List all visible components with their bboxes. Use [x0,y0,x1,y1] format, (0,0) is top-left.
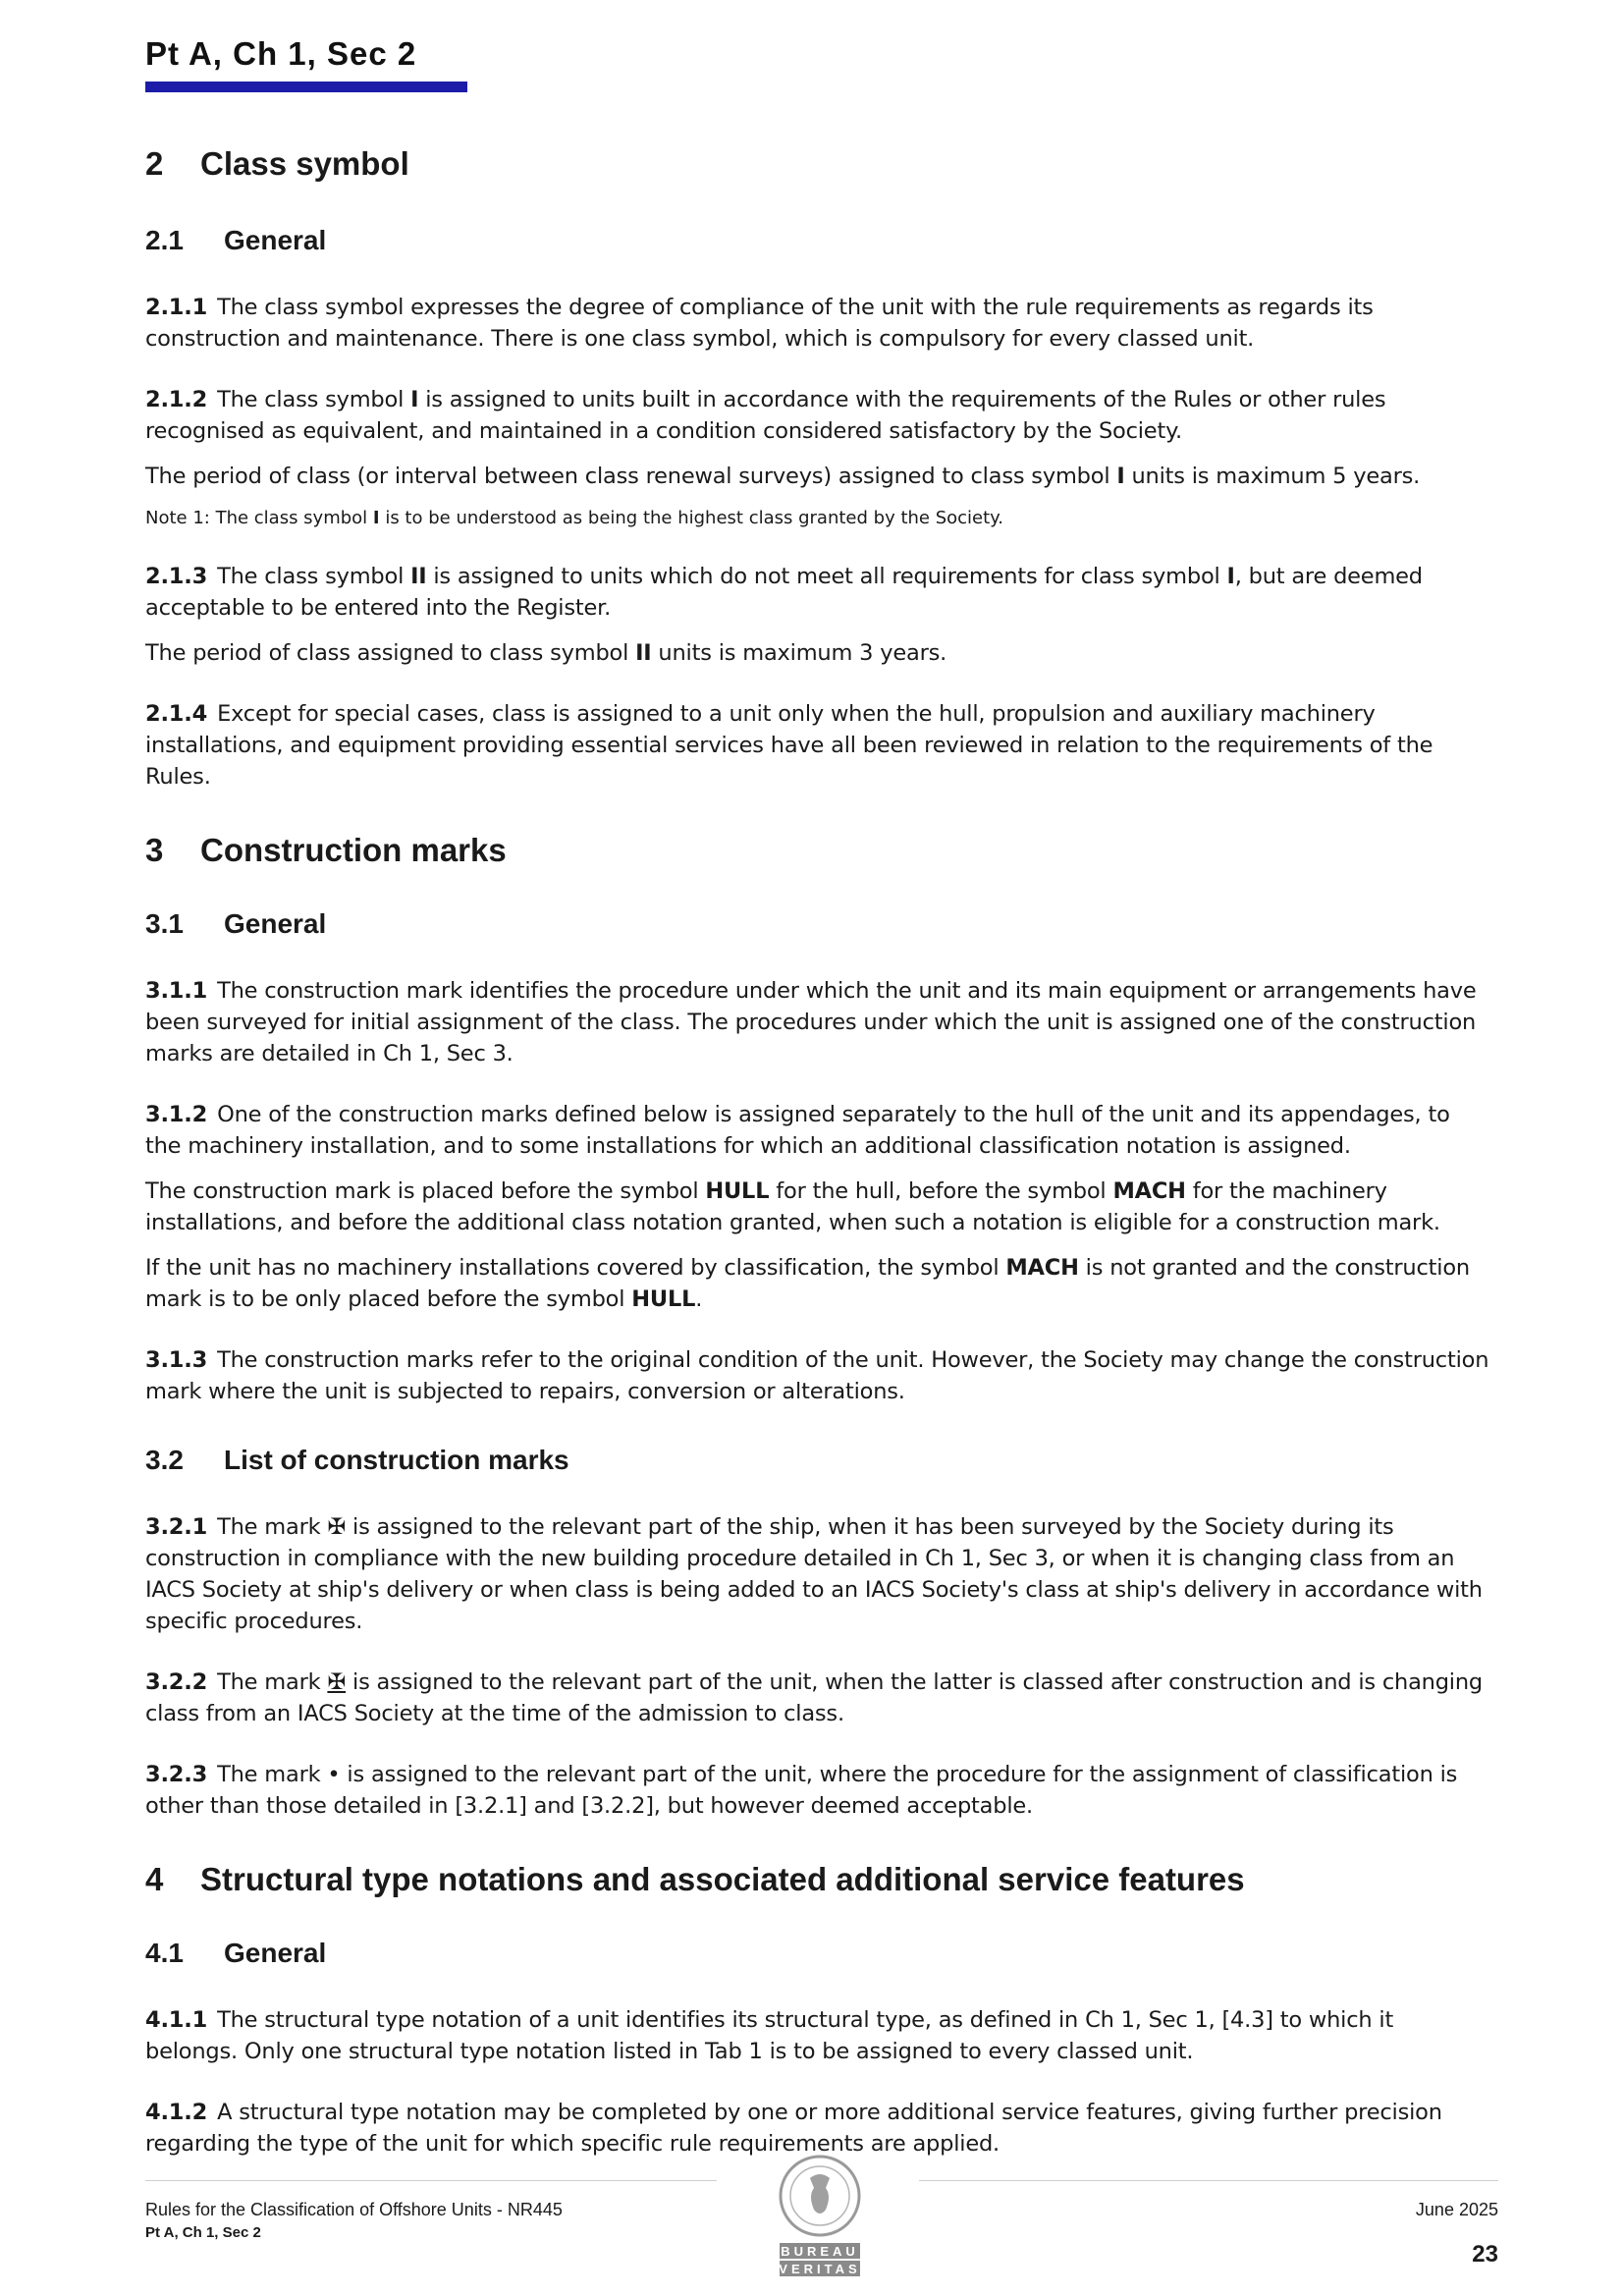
paragraph-4-1-1 [145,2004,1490,2067]
paragraph-text: The class symbol [217,387,411,412]
paragraph-number: 3.2.1 [145,1514,208,1540]
section-title: Structural type notations and associated additional service features [200,1861,1245,1897]
paragraph-2-1-1 [145,292,1490,355]
paragraph-number: 2.1.2 [145,387,208,412]
paragraph-text: The period of class (or interval between class renewal surveys) assigned to class symbol [145,464,1117,489]
paragraph-number: 2.1.4 [145,701,208,727]
logo-word-top: BUREAU [781,2244,859,2259]
section-title: Class symbol [200,145,409,182]
paragraph-text: The mark [217,1762,328,1787]
footer-rule-right [919,2180,1498,2181]
section-number: 3 [145,832,164,868]
subsection-number: 3.1 [145,908,184,939]
class-symbol: I [1226,564,1235,589]
paragraph-3-1-2-no-machinery [145,1252,1490,1315]
paragraph-number: 3.1.2 [145,1102,208,1127]
subsection-heading-2-1 [145,225,1490,256]
paragraph-text: units is maximum 3 years. [651,640,947,666]
subsection-number: 2.1 [145,225,184,255]
logo-word-bottom: VERITAS [779,2262,861,2276]
section-number: 2 [145,145,164,182]
subsection-heading-3-2 [145,1445,1490,1476]
paragraph-3-2-3 [145,1759,1490,1822]
note-text: Note 1: The class symbol [145,508,373,528]
paragraph-text: A structural type notation may be completed by one or more additional service features, giving further precision regarding the type of the unit for which specific rule requirements are applied. [145,2100,1442,2157]
paragraph-text: , but are deemed acceptable to be entered into the Register. [145,564,1423,621]
paragraph-text: The class symbol [217,564,411,589]
paragraph-text: is assigned to the relevant part of the unit, where the procedure for the assignment of classification is other than those detailed in [3.2.1] and [3.2.2], but however deemed acceptable. [145,1762,1458,1819]
section-heading-2 [145,145,1490,183]
class-symbol: I [372,508,380,528]
paragraph-2-1-2-period [145,461,1490,492]
subsection-heading-4-1 [145,1938,1490,1969]
paragraph-2-1-2 [145,384,1490,447]
maltese-cross-mark: ✠ [327,1514,347,1540]
paragraph-text: The mark [217,1669,328,1695]
footer-date: June 2025 [1415,2200,1498,2219]
paragraph-text: is not granted and the construction mark is to be only placed before the symbol [145,1255,1470,1312]
paragraph-text: The mark [217,1514,328,1540]
header-title: Pt A, Ch 1, Sec 2 [145,35,417,72]
subsection-number: 3.2 [145,1445,184,1475]
paragraph-number: 2.1.3 [145,564,208,589]
paragraph-text: . [695,1286,703,1312]
paragraph-text: The construction marks refer to the original condition of the unit. However, the Society may change the construction mark where the unit is subjected to repairs, conversion or alterations. [145,1347,1489,1404]
paragraph-text: for the hull, before the symbol [769,1178,1113,1204]
page-number: 23 [1472,2241,1498,2268]
paragraph-text: If the unit has no machinery installations covered by classification, the symbol [145,1255,1006,1281]
paragraph-3-1-2 [145,1099,1490,1162]
paragraph-3-1-2-placement [145,1175,1490,1238]
symbol-mach: MACH [1005,1255,1079,1281]
class-symbol: I [410,387,419,412]
paragraph-text: One of the construction marks defined below is assigned separately to the hull of the unit and its appendages, to the machinery installation, and to some installations for which an additional classification notation is assigned. [145,1102,1450,1159]
paragraph-text: is assigned to the relevant part of the unit, when the latter is classed after construction and is changing class from an IACS Society at the time of the admission to class. [145,1669,1483,1726]
paragraph-text: is assigned to units built in accordance with the requirements of the Rules or other rules recognised as equivalent, and maintained in a condition considered satisfactory by the Society. [145,387,1386,444]
class-symbol: II [410,564,427,589]
paragraph-3-2-1 [145,1511,1490,1637]
paragraph-text: The construction mark is placed before the symbol [145,1178,706,1204]
paragraph-number: 3.2.2 [145,1669,208,1695]
paragraph-3-2-2 [145,1667,1490,1729]
paragraph-text: The construction mark identifies the procedure under which the unit and its main equipment or arrangements have been surveyed for initial assignment of the class. The procedures under which the unit is assigned one of the construction marks are detailed in Ch 1, Sec 3. [145,978,1477,1066]
note-text: is to be understood as being the highest class granted by the Society. [379,508,1003,528]
paragraph-text: units is maximum 5 years. [1124,464,1421,489]
section-heading-3 [145,832,1490,869]
paragraph-text: is assigned to the relevant part of the ship, when it has been surveyed by the Society during its construction in compliance with the new building procedure detailed in Ch 1, Sec 3, or when it is changing class from an IACS Society at ship's delivery or when class is being added to an IACS Society's class at ship's delivery in accordance with specific procedures. [145,1514,1483,1634]
footer-section: Pt A, Ch 1, Sec 2 [145,2224,261,2241]
paragraph-number: 4.1.2 [145,2100,208,2125]
symbol-hull: HULL [705,1178,770,1204]
paragraph-number: 3.2.3 [145,1762,208,1787]
paragraph-number: 3.1.1 [145,978,208,1004]
footer-left [145,2200,563,2241]
page-body [145,145,1490,2159]
logo-figure-icon [810,2174,830,2214]
note-1 [145,506,1490,531]
paragraph-text: Except for special cases, class is assigned to a unit only when the hull, propulsion and auxiliary machinery installations, and equipment providing essential services have all been reviewed in relation to the requirements of the Rules. [145,701,1433,790]
paragraph-2-1-3-period [145,637,1490,669]
section-number: 4 [145,1861,164,1897]
footer-rule-left [145,2180,717,2181]
symbol-hull: HULL [631,1286,696,1312]
paragraph-text: for the machinery installations, and before the additional class notation granted, when such a notation is eligible for a construction mark. [145,1178,1440,1235]
section-title: Construction marks [200,832,507,868]
paragraph-number: 3.1.3 [145,1347,208,1373]
paragraph-text: The period of class assigned to class symbol [145,640,636,666]
running-header [145,35,416,73]
paragraph-text: is assigned to units which do not meet all requirements for class symbol [426,564,1227,589]
underlined-cross-mark: ✠ [327,1669,347,1695]
class-symbol: II [635,640,652,666]
subsection-title: List of construction marks [224,1445,569,1475]
subsection-title: General [224,225,327,255]
class-symbol: I [1116,464,1125,489]
paragraph-number: 4.1.1 [145,2007,208,2033]
header-rule [145,82,467,92]
paragraph-text: The class symbol expresses the degree of compliance of the unit with the rule requirements as regards its construction and maintenance. There is one class symbol, which is compulsory for every classed unit. [145,295,1374,352]
footer-document-title: Rules for the Classification of Offshore Units - NR445 [145,2200,563,2219]
paragraph-text: The structural type notation of a unit identifies its structural type, as defined in Ch 1, Sec 1, [4.3] to which it belongs. Only one structural type notation listed in Tab 1 is to be assigned to every classed unit. [145,2007,1394,2064]
section-heading-4 [145,1861,1490,1898]
bureau-veritas-logo [766,2149,874,2278]
paragraph-2-1-3 [145,561,1490,624]
subsection-number: 4.1 [145,1938,184,1968]
paragraph-2-1-4 [145,698,1490,793]
subsection-title: General [224,908,327,939]
subsection-title: General [224,1938,327,1968]
paragraph-3-1-3 [145,1344,1490,1407]
symbol-mach: MACH [1112,1178,1186,1204]
bullet-mark: • [327,1762,341,1787]
paragraph-number: 2.1.1 [145,295,208,320]
paragraph-3-1-1 [145,975,1490,1069]
subsection-heading-3-1 [145,908,1490,940]
